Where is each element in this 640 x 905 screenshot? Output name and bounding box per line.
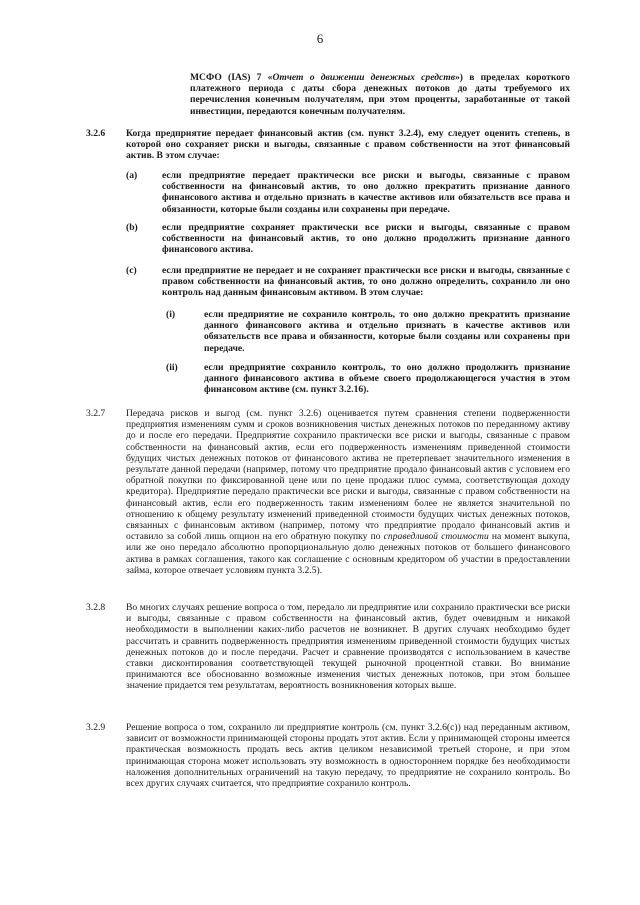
page-number: 6 [316,31,324,46]
intro-text-post: ») в пределах короткого платежного периода с даты сбора денежных потоков до даты требуемого их перечисления конечным получателям, при этом проценты, заработанные от такой инвестиции, передаются конечным получателям. [190,72,570,117]
subitem-text: если предприятие не сохранило контроль, то оно должно прекратить признание данного финансового актива и отдельно признать в качестве активов или обязательств все права и обязанности, которые были созданы или сохранены при передаче. [204,309,570,354]
paragraph-text-part: Передача рисков и выгод (см. пункт 3.2.6) оценивается путем сравнения степени подверженности предприятия изменениям сумм и сроков возникновения чистых денежных потоков по переданному активу до и после его передачи. Предприятие сохранило практически все риски и выгоды, связанные с правом собственности на финансовый актив, если его подверженность изменениям приведенной стоимости будущих чистых денежных потоков от финансового актива не претерпевает значительного изменения в результате данной передачи (например, потому что предприятие продало финансовый актив с условием его обратной покупки по фиксированной цене или по цене продажи плюс сумма, соответствующая доходу кредитора). Предприятие передало практически все риски и выгоды, связанные с правом собственности на финансовый актив, если его подверженность таким изменениям более не является значительной по отношению к общему результату изменений приведенной стоимости будущих чистых денежных потоков, связанных с финансовым активом (например, потому что предприятие продало финансовый актив и оставило за собой лишь опцион на его обратную покупку по [126,408,570,543]
paragraph-text: Решение вопроса о том, сохранило ли предприятие контроль (см. пункт 3.2.6(c)) над переданным активом, зависит от возможности принимающей стороны продать этот актив. Если у принимающей стороны имеется практическая возможность продать весь актив целиком независимой третьей стороне, и при этом принимающая сторона может использовать эту возможность в одностороннем порядке без необходимости наложения дополнительных ограничений на такую передачу, то предприятие не сохранило контроль. Во всех других случаях считается, что предприятие сохранило контроль. [126,722,570,790]
intro-text-pre: МСФО (IAS) 7 « [190,72,273,83]
paragraph-number: 3.2.9 [86,722,106,733]
paragraph-number: 3.2.6 [86,128,106,139]
intro-paragraph [190,72,570,120]
paragraph-number: 3.2.7 [86,408,106,419]
item-label: (b) [126,222,138,233]
item-text: если предприятие передает практически все риски и выгоды, связанные с правом собственности на финансовый актив, то оно должно прекратить признание данного финансового актива и отдельно признать в качестве активов или обязательств все права и обязанности, которые были созданы или сохранены при передаче. [162,170,570,215]
paragraph-text-italic: справедливой стоимости [383,531,489,543]
subitem-label: (i) [166,309,176,320]
item-label: (c) [126,265,137,276]
item-text: если предприятие сохраняет практически все риски и выгоды, связанные с правом собственности на финансовый актив, то оно должно продолжить признание данного финансового актива. [162,222,570,256]
paragraph-text: Когда предприятие передает финансовый актив (см. пункт 3.2.4), ему следует оценить степень, в которой оно сохраняет риски и выгоды, связанные с правом собственности на этот финансовый актив. В этом случае: [126,128,570,162]
paragraph-text: Во многих случаях решение вопроса о том, передало ли предприятие или сохранило практически все риски и выгоды, связанные с правом собственности на финансовый актив, будет очевидным и никакой необходимости в выполнении каких-либо расчетов не возникнет. В других случаях необходимо будет рассчитать и сравнить подверженность предприятия изменениям приведенной стоимости будущих чистых денежных потоков до и после передачи. Расчет и сравнение производятся с использованием в качестве ставки дисконтирования соответствующей текущей рыночной процентной ставки. Во внимание принимаются все обоснованно возможные изменения чистых денежных потоков, при этом большее значение придается тем результатам, вероятность возникновения которых выше. [126,602,570,692]
paragraph-text [126,408,570,600]
subitem-text: если предприятие сохранило контроль, то оно должно продолжить признание данного финансового актива в объеме своего продолжающегося участия в этом финансовом активе (см. пункт 3.2.16). [204,362,570,396]
subitem-label: (ii) [166,362,178,373]
intro-text-italic: Отчет о движении денежных средств [272,72,455,83]
item-text: если предприятие не передает и не сохраняет практически все риски и выгоды, связанные с правом собственности на финансовый актив, то оно должно определить, сохранило ли оно контроль над данным финансовым активом. В этом случае: [162,265,570,299]
item-label: (a) [126,170,138,181]
paragraph-text-part: на момент выкупа, или же оно передало абсолютно пропорциональную долю денежных потоков от большего финансового актива в рамках соглашения, такого как соглашение с основным кредитором об участии в предоставлении займа, которое отвечает условиям пункта 3.2.5). [126,531,570,576]
paragraph-number: 3.2.8 [86,602,106,613]
